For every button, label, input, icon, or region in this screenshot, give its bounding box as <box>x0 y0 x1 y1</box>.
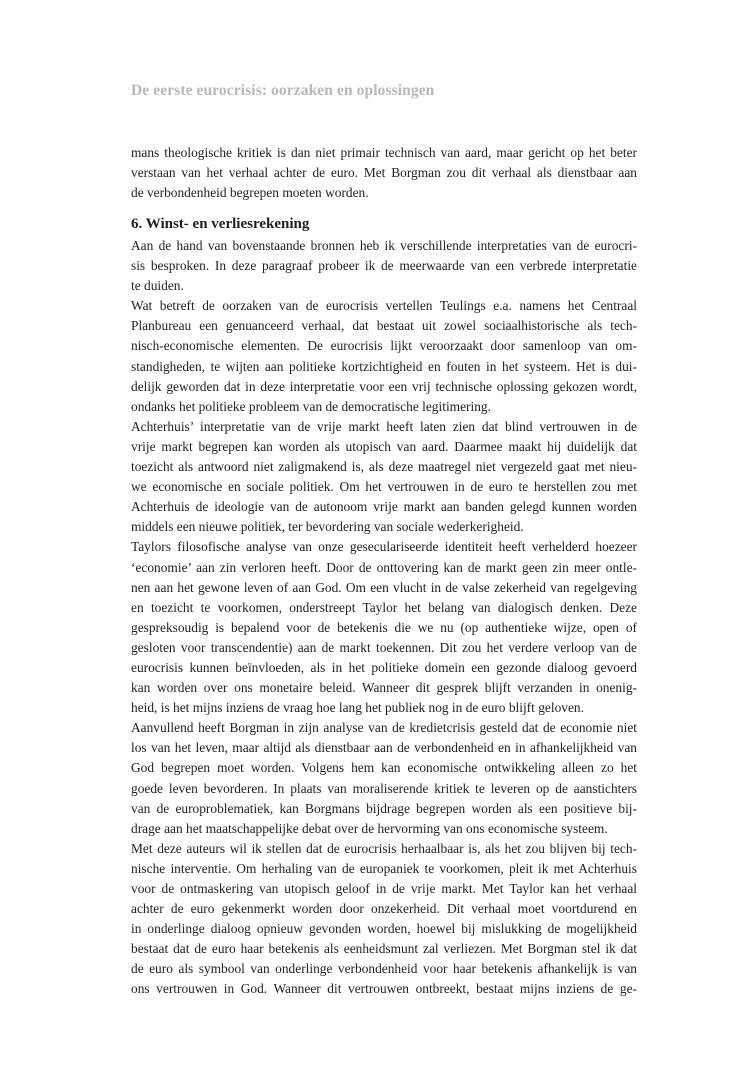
text-line: mans theologische kritiek is dan niet primair technisch van aard, maar gericht op het beter <box>131 145 637 160</box>
text-line: te duiden. <box>131 278 184 294</box>
text-line: los van het leven, maar altijd als dienstbaar aan de verbondenheid en in afhankelijkheid van <box>131 740 637 756</box>
text-line: Taylors filosofische analyse van onze geseculariseerde identiteit heeft verhelderd hoezeer <box>131 539 637 555</box>
text-line: Aan de hand van bovenstaande bronnen heb ik verschillende interpretaties van de eurocri- <box>131 238 637 253</box>
section-body <box>131 236 637 1000</box>
text-line: in onderlinge dialoog opnieuw gevonden worden, hoewel bij mislukking de mogelijkheid <box>131 921 637 937</box>
text-line: kan worden over ons monetaire beleid. Wanneer dit gesprek blijft verzanden in onenig- <box>131 680 637 696</box>
text-line: nische interventie. Om herhaling van de europaniek te voorkomen, pleit ik met Achterhuis <box>131 860 637 876</box>
text-line: middels een nieuwe politiek, ter bevordering van sociale wederkerigheid. <box>131 519 524 535</box>
text-line: Met deze auteurs wil ik stellen dat de eurocrisis herhaalbaar is, als het zou blijven bij tech- <box>131 840 637 856</box>
section-heading: 6. Winst- en verliesrekening <box>131 216 310 232</box>
text-line: verstaan van het verhaal achter de euro. Met Borgman zou dit verhaal als dienstbaar aan <box>131 165 637 181</box>
text-line: de verbondenheid begrepen moeten worden. <box>131 185 369 201</box>
text-line: toezicht als antwoord niet zaligmakend is, als deze maatregel niet vergezeld gaat met nieu- <box>131 459 637 475</box>
text-line: nen aan het gewone leven of aan God. Om een vlucht in de valse zekerheid van regelgeving <box>131 579 637 595</box>
text-line: we economische en sociale politiek. Om het vertrouwen in de euro te herstellen zou met <box>131 479 637 495</box>
text-line: gesloten voor transcendentie) aan de markt toekennen. Dit zou het verdere verloop van de <box>131 639 637 655</box>
text-line: ‘economie’ aan zin verloren heeft. Door de onttovering kan de markt geen zin meer ontle- <box>131 559 637 575</box>
text-line: drage aan het maatschappelijke debat over de hervorming van ons economische systeem. <box>131 820 608 836</box>
text-line: bestaat dat de euro haar betekenis als eenheidsmunt zal verliezen. Met Borgman stel ik dat <box>131 941 637 957</box>
text-line: Planbureau een genuanceerd verhaal, dat bestaat uit zowel sociaalhistorische als tech- <box>131 318 637 334</box>
text-line: delijk geworden dat in deze interpretatie voor een vrij technische oplossing gekozen wordt, <box>131 378 637 394</box>
text-line: goede leven bevorderen. In plaats van moraliserende kritiek te leveren op de aanstichters <box>131 780 637 796</box>
text-line: heid, is het mijns inziens de vraag hoe lang het publiek nog in de euro blijft geloven. <box>131 700 584 716</box>
text-line: ondanks het politieke probleem van de democratische legitimering. <box>131 398 491 414</box>
text-line: voor de ontmaskering van utopisch geloof in de vrije markt. Met Taylor kan het verhaal <box>131 881 637 896</box>
text-line: Achterhuis’ interpretatie van de vrije markt heeft laten zien dat blind vertrouwen in de <box>131 418 637 434</box>
text-line: Achterhuis de ideologie van de autonoom vrije markt aan banden gelegd kunnen worden <box>131 499 637 515</box>
running-header: De eerste eurocrisis: oorzaken en oplossingen <box>131 82 435 99</box>
text-line: de euro als symbool van onderlinge verbondenheid voor haar betekenis afhankelijk is van <box>131 961 637 977</box>
text-line: Aanvullend heeft Borgman in zijn analyse van de kredietcrisis gesteld dat de economie niet <box>131 720 637 736</box>
text-line: eurocrisis kunnen beïnvloeden, als in het politieke domein een gezonde dialoog gevoerd <box>131 659 637 675</box>
text-line: nisch-economische elementen. De eurocrisis lijkt veroorzaakt door samenloop van om- <box>131 338 637 354</box>
text-line: Wat betreft de oorzaken van de eurocrisis vertellen Teulings e.a. namens het Centraal <box>131 298 637 314</box>
text-line: God begrepen moet worden. Volgens hem kan economische ontwikkeling alleen zo het <box>131 760 637 776</box>
text-line: standigheden, te wijten aan politieke kortzichtigheid en fouten in het systeem. Het is dui- <box>131 358 637 374</box>
text-line: en toezicht te voorkomen, onderstreept Taylor het belang van dialogisch denken. Deze <box>131 599 637 615</box>
text-line: vrije markt begrepen kan worden als utopisch van aard. Daarmee maakt hij duidelijk dat <box>131 438 637 454</box>
text-line: gespreksoudig is bepalend voor de betekenis die we nu (op authentieke wijze, open of <box>131 619 637 635</box>
text-line: ons vertrouwen in God. Wanneer dit vertrouwen ontbreekt, bestaat mijns inziens de ge- <box>131 981 637 997</box>
text-line: sis besproken. In deze paragraaf probeer ik de meerwaarde van een verbrede interpretatie <box>131 258 637 274</box>
text-line: achter de euro gekenmerkt worden door onzekerheid. Dit verhaal moet voortdurend en <box>131 901 637 917</box>
text-line: van de europroblematiek, kan Borgmans bijdrage begrepen worden als een positieve bij- <box>131 800 637 816</box>
intro-paragraph <box>131 143 637 203</box>
